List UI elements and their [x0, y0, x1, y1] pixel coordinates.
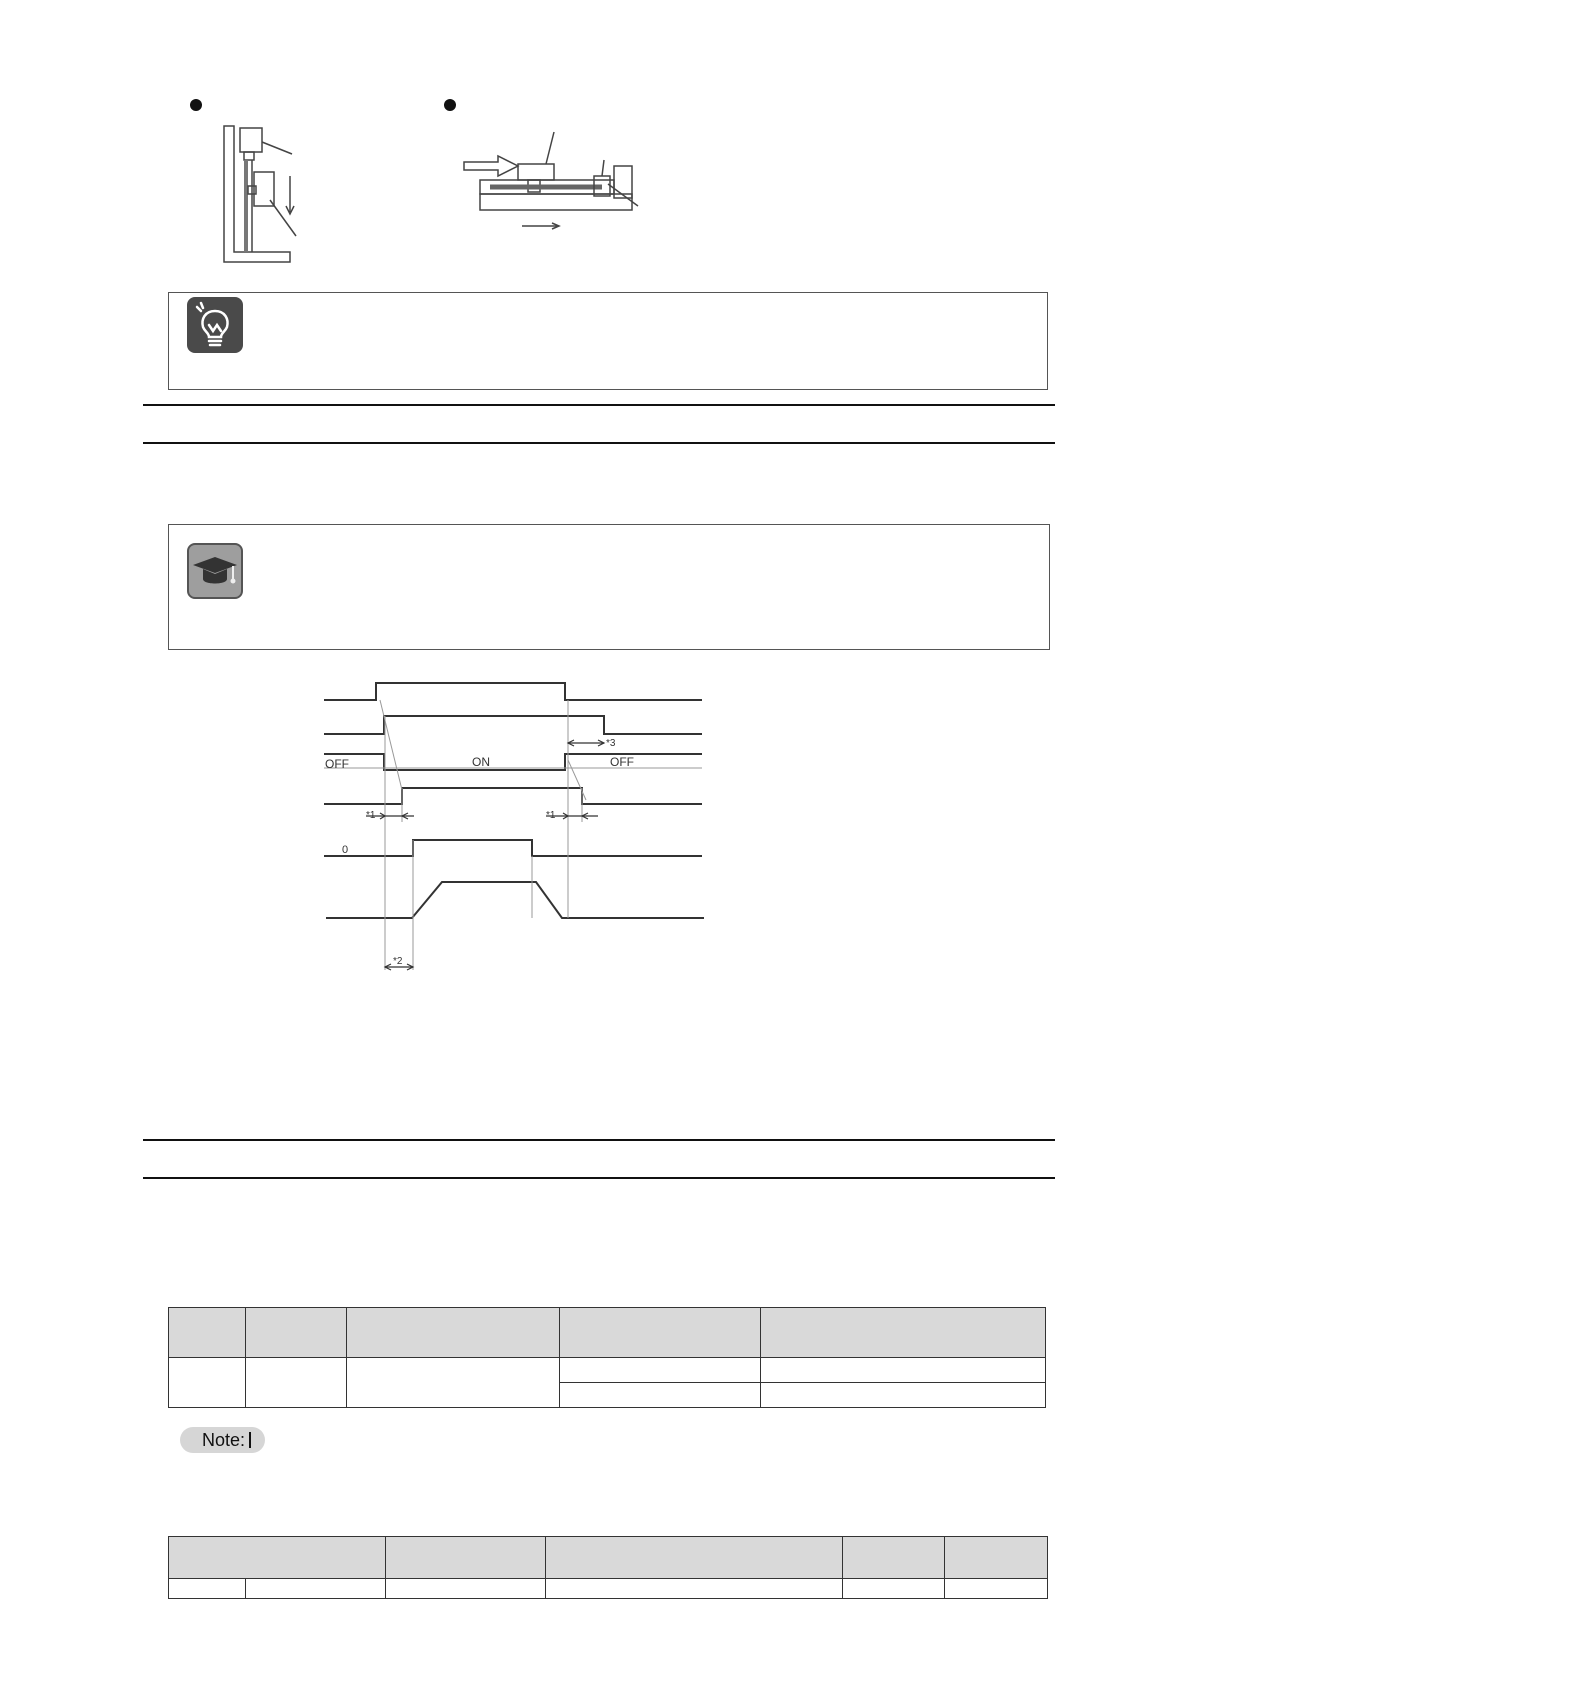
table-cell: [246, 1358, 347, 1408]
table-cell: [386, 1579, 546, 1599]
table-cell: [560, 1358, 761, 1383]
section-rule-bottom-2: [143, 1177, 1055, 1179]
section-rule-top-2: [143, 1139, 1055, 1141]
header-cell: [945, 1537, 1048, 1579]
note-bar: [249, 1432, 251, 1448]
label-on: ON: [472, 755, 490, 769]
signal-1: [324, 683, 702, 700]
signal-table: [168, 1536, 1048, 1599]
signal-5: [324, 840, 702, 856]
bullet-vertical-axis: [190, 99, 202, 111]
table-header-row: [169, 1537, 1048, 1579]
note-badge: [180, 1427, 265, 1453]
section-rule-top: [143, 404, 1055, 406]
table-cell: [347, 1358, 560, 1408]
table-row: [169, 1579, 1048, 1599]
signal-4: [324, 788, 702, 804]
table-cell: [560, 1383, 761, 1408]
table-cell: [246, 1579, 386, 1599]
signal-2: [324, 716, 702, 734]
note-label: Note:: [202, 1430, 246, 1450]
table-cell: [546, 1579, 843, 1599]
table-cell: [945, 1579, 1048, 1599]
label-note-1-left: *1: [366, 810, 376, 821]
header-cell: [560, 1308, 761, 1358]
header-cell: [843, 1537, 945, 1579]
header-cell: [246, 1308, 347, 1358]
bullet-horizontal-axis: [444, 99, 456, 111]
table-cell: [169, 1579, 246, 1599]
parameter-table: [168, 1307, 1046, 1408]
graduation-cap-icon: [187, 543, 243, 599]
horizontal-axis-figure: [462, 126, 662, 236]
header-cell: [386, 1537, 546, 1579]
header-cell: [546, 1537, 843, 1579]
section-rule-bottom: [143, 442, 1055, 444]
table-header-row: [169, 1308, 1046, 1358]
header-cell: [169, 1308, 246, 1358]
header-cell: [347, 1308, 560, 1358]
vertical-axis-figure: [210, 120, 310, 270]
signal-6: [326, 882, 704, 918]
label-off-left: OFF: [325, 757, 349, 771]
timing-chart: [320, 676, 710, 976]
label-off-right: OFF: [610, 755, 634, 769]
tip-box: [168, 292, 1048, 390]
table-cell: [761, 1383, 1046, 1408]
header-cell: [169, 1537, 386, 1579]
table-cell: [761, 1358, 1046, 1383]
header-cell: [761, 1308, 1046, 1358]
label-note-2: *2: [393, 956, 403, 967]
info-box: [168, 524, 1050, 650]
lightbulb-head-icon: [187, 297, 243, 353]
label-note-3: *3: [606, 738, 616, 749]
label-zero: 0: [342, 844, 349, 856]
table-cell: [169, 1358, 246, 1408]
table-row: [169, 1358, 1046, 1383]
table-cell: [843, 1579, 945, 1599]
label-note-1-right: *1: [546, 810, 556, 821]
